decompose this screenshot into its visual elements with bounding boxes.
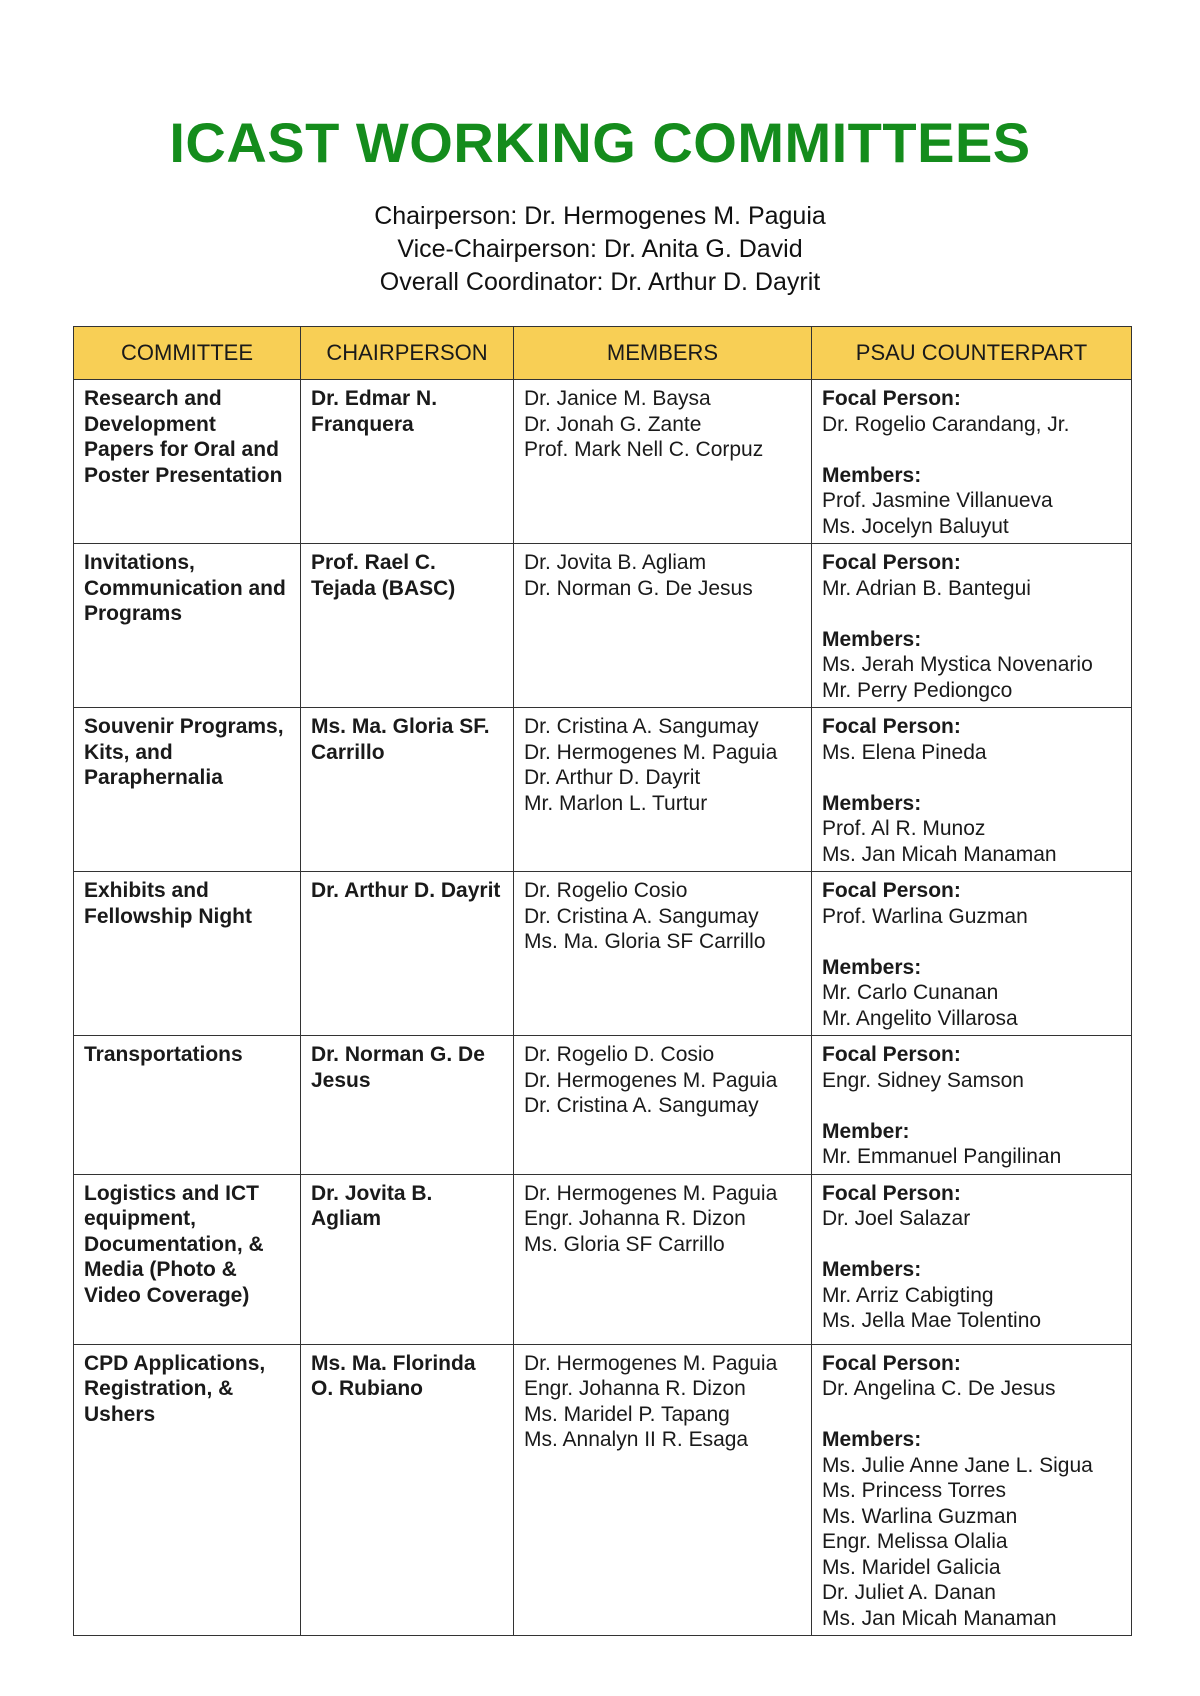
- member-name: Engr. Johanna R. Dizon: [524, 1377, 746, 1400]
- counterpart-cell: [812, 1344, 1132, 1636]
- spacer: [822, 601, 1121, 627]
- spacer: [822, 437, 1121, 463]
- focal-person-label: Focal Person:: [822, 715, 961, 738]
- members-cell: [514, 1344, 812, 1636]
- member-name: Dr. Cristina A. Sangumay: [524, 1094, 759, 1117]
- committee-cell: Research and Development Papers for Oral and Poster Presentation: [74, 380, 301, 544]
- focal-person-name: Ms. Elena Pineda: [822, 740, 987, 764]
- spacer: [822, 1402, 1121, 1428]
- table-body: [74, 380, 1132, 1636]
- chairperson-cell: Dr. Jovita B. Agliam: [301, 1174, 514, 1344]
- counterpart-cell: [812, 1174, 1132, 1344]
- member-name: Dr. Jovita B. Agliam: [524, 551, 707, 574]
- table-row: [74, 380, 1132, 544]
- member-name: Dr. Rogelio D. Cosio: [524, 1043, 715, 1066]
- focal-person-name: Dr. Joel Salazar: [822, 1207, 971, 1230]
- committee-cell: Logistics and ICT equipment, Documentation, & Media (Photo & Video Coverage): [74, 1174, 301, 1344]
- committee-cell: Transportations: [74, 1036, 301, 1175]
- counterpart-members-label: Member:: [822, 1119, 910, 1143]
- header-committee: COMMITTEE: [74, 327, 301, 380]
- counterpart-member-name: Dr. Juliet A. Danan: [822, 1581, 996, 1604]
- counterpart-member-name: Ms. Maridel Galicia: [822, 1555, 1001, 1579]
- member-name: Ms. Gloria SF Carrillo: [524, 1232, 725, 1256]
- vice-chairperson-line: Vice-Chairperson: Dr. Anita G. David: [397, 235, 803, 263]
- focal-person-name: Mr. Adrian B. Bantegui: [822, 576, 1031, 600]
- counterpart-member-name: Ms. Jan Micah Manaman: [822, 842, 1057, 866]
- member-name: Dr. Cristina A. Sangumay: [524, 715, 759, 738]
- counterpart-member-name: Mr. Arriz Cabigting: [822, 1283, 994, 1307]
- member-name: Dr. Cristina A. Sangumay: [524, 904, 759, 928]
- counterpart-members-label: Members:: [822, 791, 922, 815]
- committee-cell: CPD Applications, Registration, & Ushers: [74, 1344, 301, 1636]
- member-name: Dr. Hermogenes M. Paguia: [524, 740, 778, 764]
- focal-person-label: Focal Person:: [822, 1043, 961, 1066]
- counterpart-members-label: Members:: [822, 463, 922, 487]
- counterpart-members-label: Members:: [822, 1428, 922, 1451]
- committee-cell: Exhibits and Fellowship Night: [74, 872, 301, 1036]
- focal-person-name: Prof. Warlina Guzman: [822, 904, 1028, 928]
- table-row: [74, 1036, 1132, 1175]
- counterpart-members-label: Members:: [822, 627, 922, 651]
- table-row: [74, 1344, 1132, 1636]
- counterpart-member-name: Engr. Melissa Olalia: [822, 1530, 1008, 1553]
- chairperson-line: Chairperson: Dr. Hermogenes M. Paguia: [374, 202, 826, 230]
- counterpart-cell: [812, 380, 1132, 544]
- focal-person-name: Dr. Rogelio Carandang, Jr.: [822, 412, 1070, 436]
- chairperson-cell: Dr. Edmar N. Franquera: [301, 380, 514, 544]
- member-name: Dr. Hermogenes M. Paguia: [524, 1181, 778, 1205]
- members-cell: [514, 380, 812, 544]
- member-name: Mr. Marlon L. Turtur: [524, 791, 708, 815]
- member-name: Dr. Jonah G. Zante: [524, 412, 702, 436]
- committee-cell: Invitations, Communication and Programs: [74, 544, 301, 708]
- member-name: Dr. Rogelio Cosio: [524, 879, 688, 902]
- member-name: Ms. Annalyn II R. Esaga: [524, 1428, 749, 1451]
- chairperson-cell: Dr. Norman G. De Jesus: [301, 1036, 514, 1175]
- chairperson-cell: Ms. Ma. Florinda O. Rubiano: [301, 1344, 514, 1636]
- counterpart-members-label: Members:: [822, 955, 922, 979]
- focal-person-label: Focal Person:: [822, 879, 961, 902]
- counterpart-member-name: Ms. Jerah Mystica Novenario: [822, 653, 1093, 676]
- table-header-row: [74, 327, 1132, 380]
- members-cell: [514, 1174, 812, 1344]
- counterpart-member-name: Ms. Jocelyn Baluyut: [822, 514, 1009, 538]
- spacer: [822, 765, 1121, 791]
- header-psau-counterpart: PSAU COUNTERPART: [812, 327, 1132, 380]
- counterpart-member-name: Mr. Perry Pediongco: [822, 678, 1013, 702]
- member-name: Dr. Hermogenes M. Paguia: [524, 1351, 778, 1375]
- member-name: Prof. Mark Nell C. Corpuz: [524, 438, 764, 461]
- table-row: [74, 1174, 1132, 1344]
- committees-table: [73, 326, 1132, 1636]
- member-name: Dr. Arthur D. Dayrit: [524, 766, 701, 789]
- chairperson-cell: Dr. Arthur D. Dayrit: [301, 872, 514, 1036]
- spacer: [822, 1093, 1121, 1119]
- header-chairperson: CHAIRPERSON: [301, 327, 514, 380]
- committee-cell: Souvenir Programs, Kits, and Paraphernalia: [74, 708, 301, 872]
- member-name: Dr. Hermogenes M. Paguia: [524, 1068, 778, 1092]
- officers-block: [0, 200, 1200, 299]
- member-name: Dr. Norman G. De Jesus: [524, 576, 753, 600]
- counterpart-cell: [812, 1036, 1132, 1175]
- counterpart-cell: [812, 872, 1132, 1036]
- focal-person-name: Engr. Sidney Samson: [822, 1068, 1024, 1092]
- member-name: Engr. Johanna R. Dizon: [524, 1207, 746, 1230]
- focal-person-label: Focal Person:: [822, 1351, 961, 1375]
- counterpart-cell: [812, 708, 1132, 872]
- counterpart-member-name: Ms. Julie Anne Jane L. Sigua: [822, 1453, 1093, 1477]
- members-cell: [514, 708, 812, 872]
- members-cell: [514, 544, 812, 708]
- counterpart-member-name: Ms. Jella Mae Tolentino: [822, 1309, 1042, 1332]
- chairperson-cell: Ms. Ma. Gloria SF. Carrillo: [301, 708, 514, 872]
- focal-person-label: Focal Person:: [822, 551, 961, 574]
- focal-person-name: Dr. Angelina C. De Jesus: [822, 1377, 1056, 1400]
- page-title: ICAST WORKING COMMITTEES: [169, 111, 1031, 174]
- counterpart-member-name: Ms. Jan Micah Manaman: [822, 1606, 1057, 1630]
- header-members: MEMBERS: [514, 327, 812, 380]
- counterpart-members-label: Members:: [822, 1258, 922, 1281]
- focal-person-label: Focal Person:: [822, 1181, 961, 1205]
- counterpart-cell: [812, 544, 1132, 708]
- member-name: Ms. Ma. Gloria SF Carrillo: [524, 930, 766, 953]
- members-cell: [514, 1036, 812, 1175]
- counterpart-member-name: Mr. Angelito Villarosa: [822, 1006, 1018, 1030]
- counterpart-member-name: Ms. Warlina Guzman: [822, 1504, 1018, 1528]
- counterpart-member-name: Ms. Princess Torres: [822, 1479, 1006, 1502]
- table-row: [74, 872, 1132, 1036]
- member-name: Dr. Janice M. Baysa: [524, 387, 711, 410]
- member-name: Ms. Maridel P. Tapang: [524, 1402, 730, 1426]
- counterpart-member-name: Mr. Emmanuel Pangilinan: [822, 1145, 1062, 1168]
- spacer: [822, 929, 1121, 955]
- table-row: [74, 544, 1132, 708]
- counterpart-member-name: Prof. Al R. Munoz: [822, 817, 986, 840]
- overall-coordinator-line: Overall Coordinator: Dr. Arthur D. Dayrit: [379, 268, 821, 296]
- chairperson-cell: Prof. Rael C. Tejada (BASC): [301, 544, 514, 708]
- spacer: [822, 1232, 1121, 1258]
- counterpart-member-name: Prof. Jasmine Villanueva: [822, 489, 1053, 512]
- counterpart-member-name: Mr. Carlo Cunanan: [822, 981, 999, 1004]
- members-cell: [514, 872, 812, 1036]
- focal-person-label: Focal Person:: [822, 387, 961, 410]
- table-row: [74, 708, 1132, 872]
